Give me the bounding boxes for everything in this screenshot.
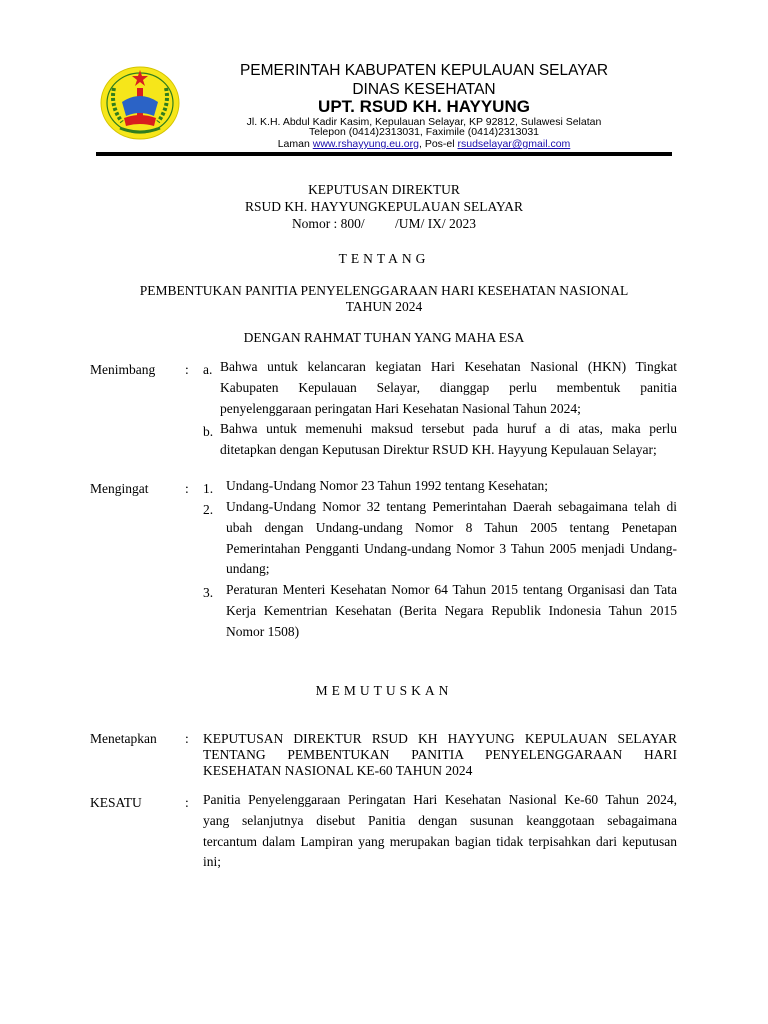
mengingat-item-3 xyxy=(226,580,677,642)
text-line: Nomor 1508) xyxy=(226,623,300,639)
text-line: KESEHATAN NASIONAL KE-60 TAHUN 2024 xyxy=(203,763,473,778)
text-line: Bahwa untuk kelancaran kegiatan Hari Kesehatan Nasional (HKN) Tingkat xyxy=(220,359,677,374)
contact-line xyxy=(200,138,648,150)
decree-issuer: RSUD KH. HAYYUNGKEPULAUAN SELAYAR xyxy=(244,199,524,214)
menetapkan-text xyxy=(203,731,677,779)
kesatu-label: KESATU xyxy=(90,795,142,810)
government-name: PEMERINTAH KABUPATEN KEPULAUAN SELAYAR xyxy=(239,62,609,79)
text-line: penyelenggaraan peringatan Hari Kesehatan Nasional Tahun 2024; xyxy=(220,400,581,416)
address-line: Jl. K.H. Abdul Kadir Kasim, Kepulauan Selayar, KP 92812, Sulawesi Selatan xyxy=(246,116,602,128)
subject-line: PEMBENTUKAN PANITIA PENYELENGGARAAN HARI KESEHATAN NASIONAL xyxy=(139,283,629,298)
text-line: Kerja Kementrian Kesehatan (Berita Negara Republik Indonesia Tahun 2015 xyxy=(226,602,677,618)
mengingat-marker-1: 1. xyxy=(203,481,214,496)
kesatu-colon: : xyxy=(185,795,189,810)
mengingat-marker-3: 3. xyxy=(203,585,214,600)
decree-title: KEPUTUSAN DIREKTUR xyxy=(308,182,460,197)
department-name: DINAS KESEHATAN xyxy=(352,81,496,98)
menimbang-marker-b: b. xyxy=(203,424,214,439)
phone-line: Telepon (0414)2313031, Faximile (0414)2313031 xyxy=(309,126,539,138)
hospital-name: UPT. RSUD KH. HAYYUNG xyxy=(318,97,530,116)
menimbang-colon: : xyxy=(185,362,189,377)
text-line: Undang-Undang Nomor 32 tentang Pemerintahan Daerah sebagaimana telah di xyxy=(226,499,677,514)
menimbang-label: Menimbang xyxy=(90,362,156,377)
menimbang-marker-a: a. xyxy=(203,362,213,377)
letterhead-divider xyxy=(96,152,672,156)
decide-heading: MEMUTUSKAN xyxy=(315,683,453,698)
blessing-line: DENGAN RAHMAT TUHAN YANG MAHA ESA xyxy=(243,330,525,345)
text-line: ditetapkan dengan Keputusan Direktur RSUD KH. Hayyung Kepulauan Selayar; xyxy=(220,441,657,457)
text-line: Bahwa untuk memenuhi maksud tersebut pada huruf a di atas, maka perlu xyxy=(220,421,677,436)
menetapkan-label: Menetapkan xyxy=(90,731,157,746)
regency-emblem-logo xyxy=(100,66,180,140)
mengingat-label: Mengingat xyxy=(90,481,149,496)
email-prefix: , Pos-el xyxy=(418,138,458,150)
decree-number: Nomor : 800/ /UM/ IX/ 2023 xyxy=(291,216,477,231)
email-link[interactable]: rsudselayar@gmail.com xyxy=(457,138,571,150)
text-line: yang selanjutnya disebut Panitia dengan susunan keanggotaan sebagaimana xyxy=(203,812,677,828)
text-line: undang; xyxy=(226,561,270,577)
about-heading: TENTANG xyxy=(338,251,430,266)
website-link[interactable]: www.rshayyung.eu.org xyxy=(312,138,419,150)
text-line: ini; xyxy=(203,854,222,870)
mengingat-item-1 xyxy=(226,476,677,497)
kesatu-text xyxy=(203,790,677,873)
text-line: Undang-Undang Nomor 23 Tahun 1992 tentang Kesehatan; xyxy=(226,478,548,493)
text-line: tercantum dalam Lampiran yang merupakan bagian tidak terpisahkan dari keputusan xyxy=(203,833,677,849)
text-line: Kabupaten Kepulauan Selayar, dianggap perlu membentuk panitia xyxy=(220,379,677,395)
web-prefix: Laman xyxy=(277,138,313,150)
text-line: KEPUTUSAN DIREKTUR RSUD KH HAYYUNG KEPULAUAN SELAYAR xyxy=(203,731,677,746)
menimbang-item-a xyxy=(220,357,677,419)
text-line: Peraturan Menteri Kesehatan Nomor 64 Tahun 2015 tentang Organisasi dan Tata xyxy=(226,582,677,597)
text-line: ubah dengan Undang-undang Nomor 8 Tahun 2005 tentang Penetapan xyxy=(226,519,677,535)
mengingat-colon: : xyxy=(185,481,189,496)
mengingat-marker-2: 2. xyxy=(203,502,214,517)
text-line: Panitia Penyelenggaraan Peringatan Hari Kesehatan Nasional Ke-60 Tahun 2024, xyxy=(203,792,677,807)
mengingat-item-2 xyxy=(226,497,677,580)
text-line: TENTANG PEMBENTUKAN PANITIA PENYELENGGARAAN HARI xyxy=(203,747,677,762)
menimbang-item-b xyxy=(220,419,677,461)
menetapkan-colon: : xyxy=(185,731,189,746)
subject-line: TAHUN 2024 xyxy=(345,299,423,314)
text-line: Pemerintahan Pengganti Undang-undang Nomor 3 Tahun 2005 menjadi Undang- xyxy=(226,540,677,556)
